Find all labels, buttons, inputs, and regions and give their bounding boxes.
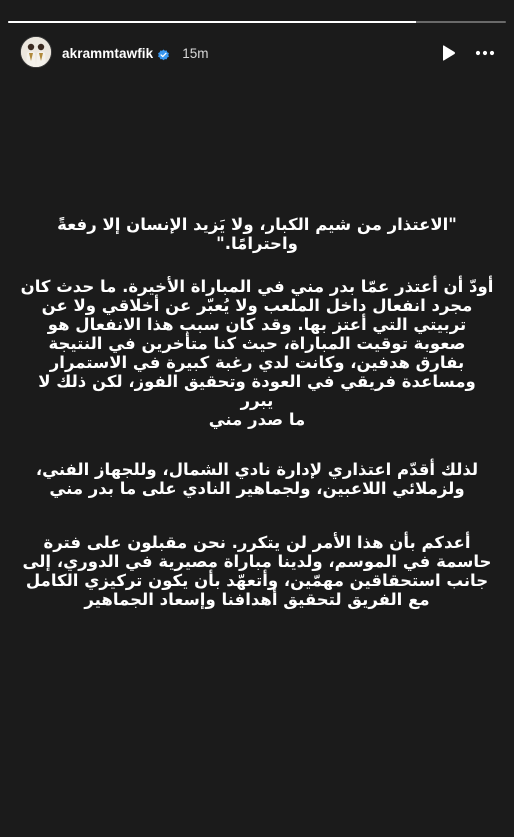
verified-badge-icon xyxy=(157,47,170,60)
story-paragraph: أعدكم بأن هذا الأمر لن يتكرر. نحن مقبلون على فترة حاسمة في الموسم، ولدينا مباراة مصيرية في الدوري، إلى جانب استحقاقين مهمّين، وأتعهّد بأن يكون تركيزي الكامل مع الفريق لتحقيق أهدافنا وإسعاد الجماهير xyxy=(22,533,492,609)
story-paragraph: أودّ أن أعتذر عمّا بدر مني في المباراة الأخيرة. ما حدث كان مجرد انفعال داخل الملعب ولا يُعبّر عن أخلاقي ولا عن تربيتي التي أعتز بها. وقد كان سبب هذا الانفعال هو صعوبة توقيت المباراة، حيث كنا متأخرين في النتيجة بفارق هدفين، وكانت لدي رغبة كبيرة في الاستمرار ومساعدة فريقي في العودة وتحقيق الفوز، لكن ذلك لا يبرر ما صدر مني xyxy=(20,277,494,429)
more-options-icon xyxy=(474,43,496,63)
avatar[interactable] xyxy=(20,36,52,68)
story-text xyxy=(20,215,494,609)
username[interactable]: akrammtawfik xyxy=(62,45,154,61)
story-timestamp: 15m xyxy=(182,45,209,61)
play-button[interactable] xyxy=(438,43,458,63)
play-icon xyxy=(438,43,458,63)
story-paragraph: لذلك أقدّم اعتذاري لإدارة نادي الشمال، وللجهاز الفني، ولزملائي اللاعبين، ولجماهير النادي على ما بدر مني xyxy=(35,460,479,498)
story-progress-bar xyxy=(8,21,506,23)
more-options-button[interactable] xyxy=(474,43,496,63)
story-quote: "الاعتذار من شيم الكبار، ولا يَزيد الإنسان إلا رفعةً واحترامًا." xyxy=(57,215,457,253)
story-progress-fill xyxy=(8,21,416,23)
story-header xyxy=(0,36,514,70)
username-row xyxy=(62,44,209,62)
